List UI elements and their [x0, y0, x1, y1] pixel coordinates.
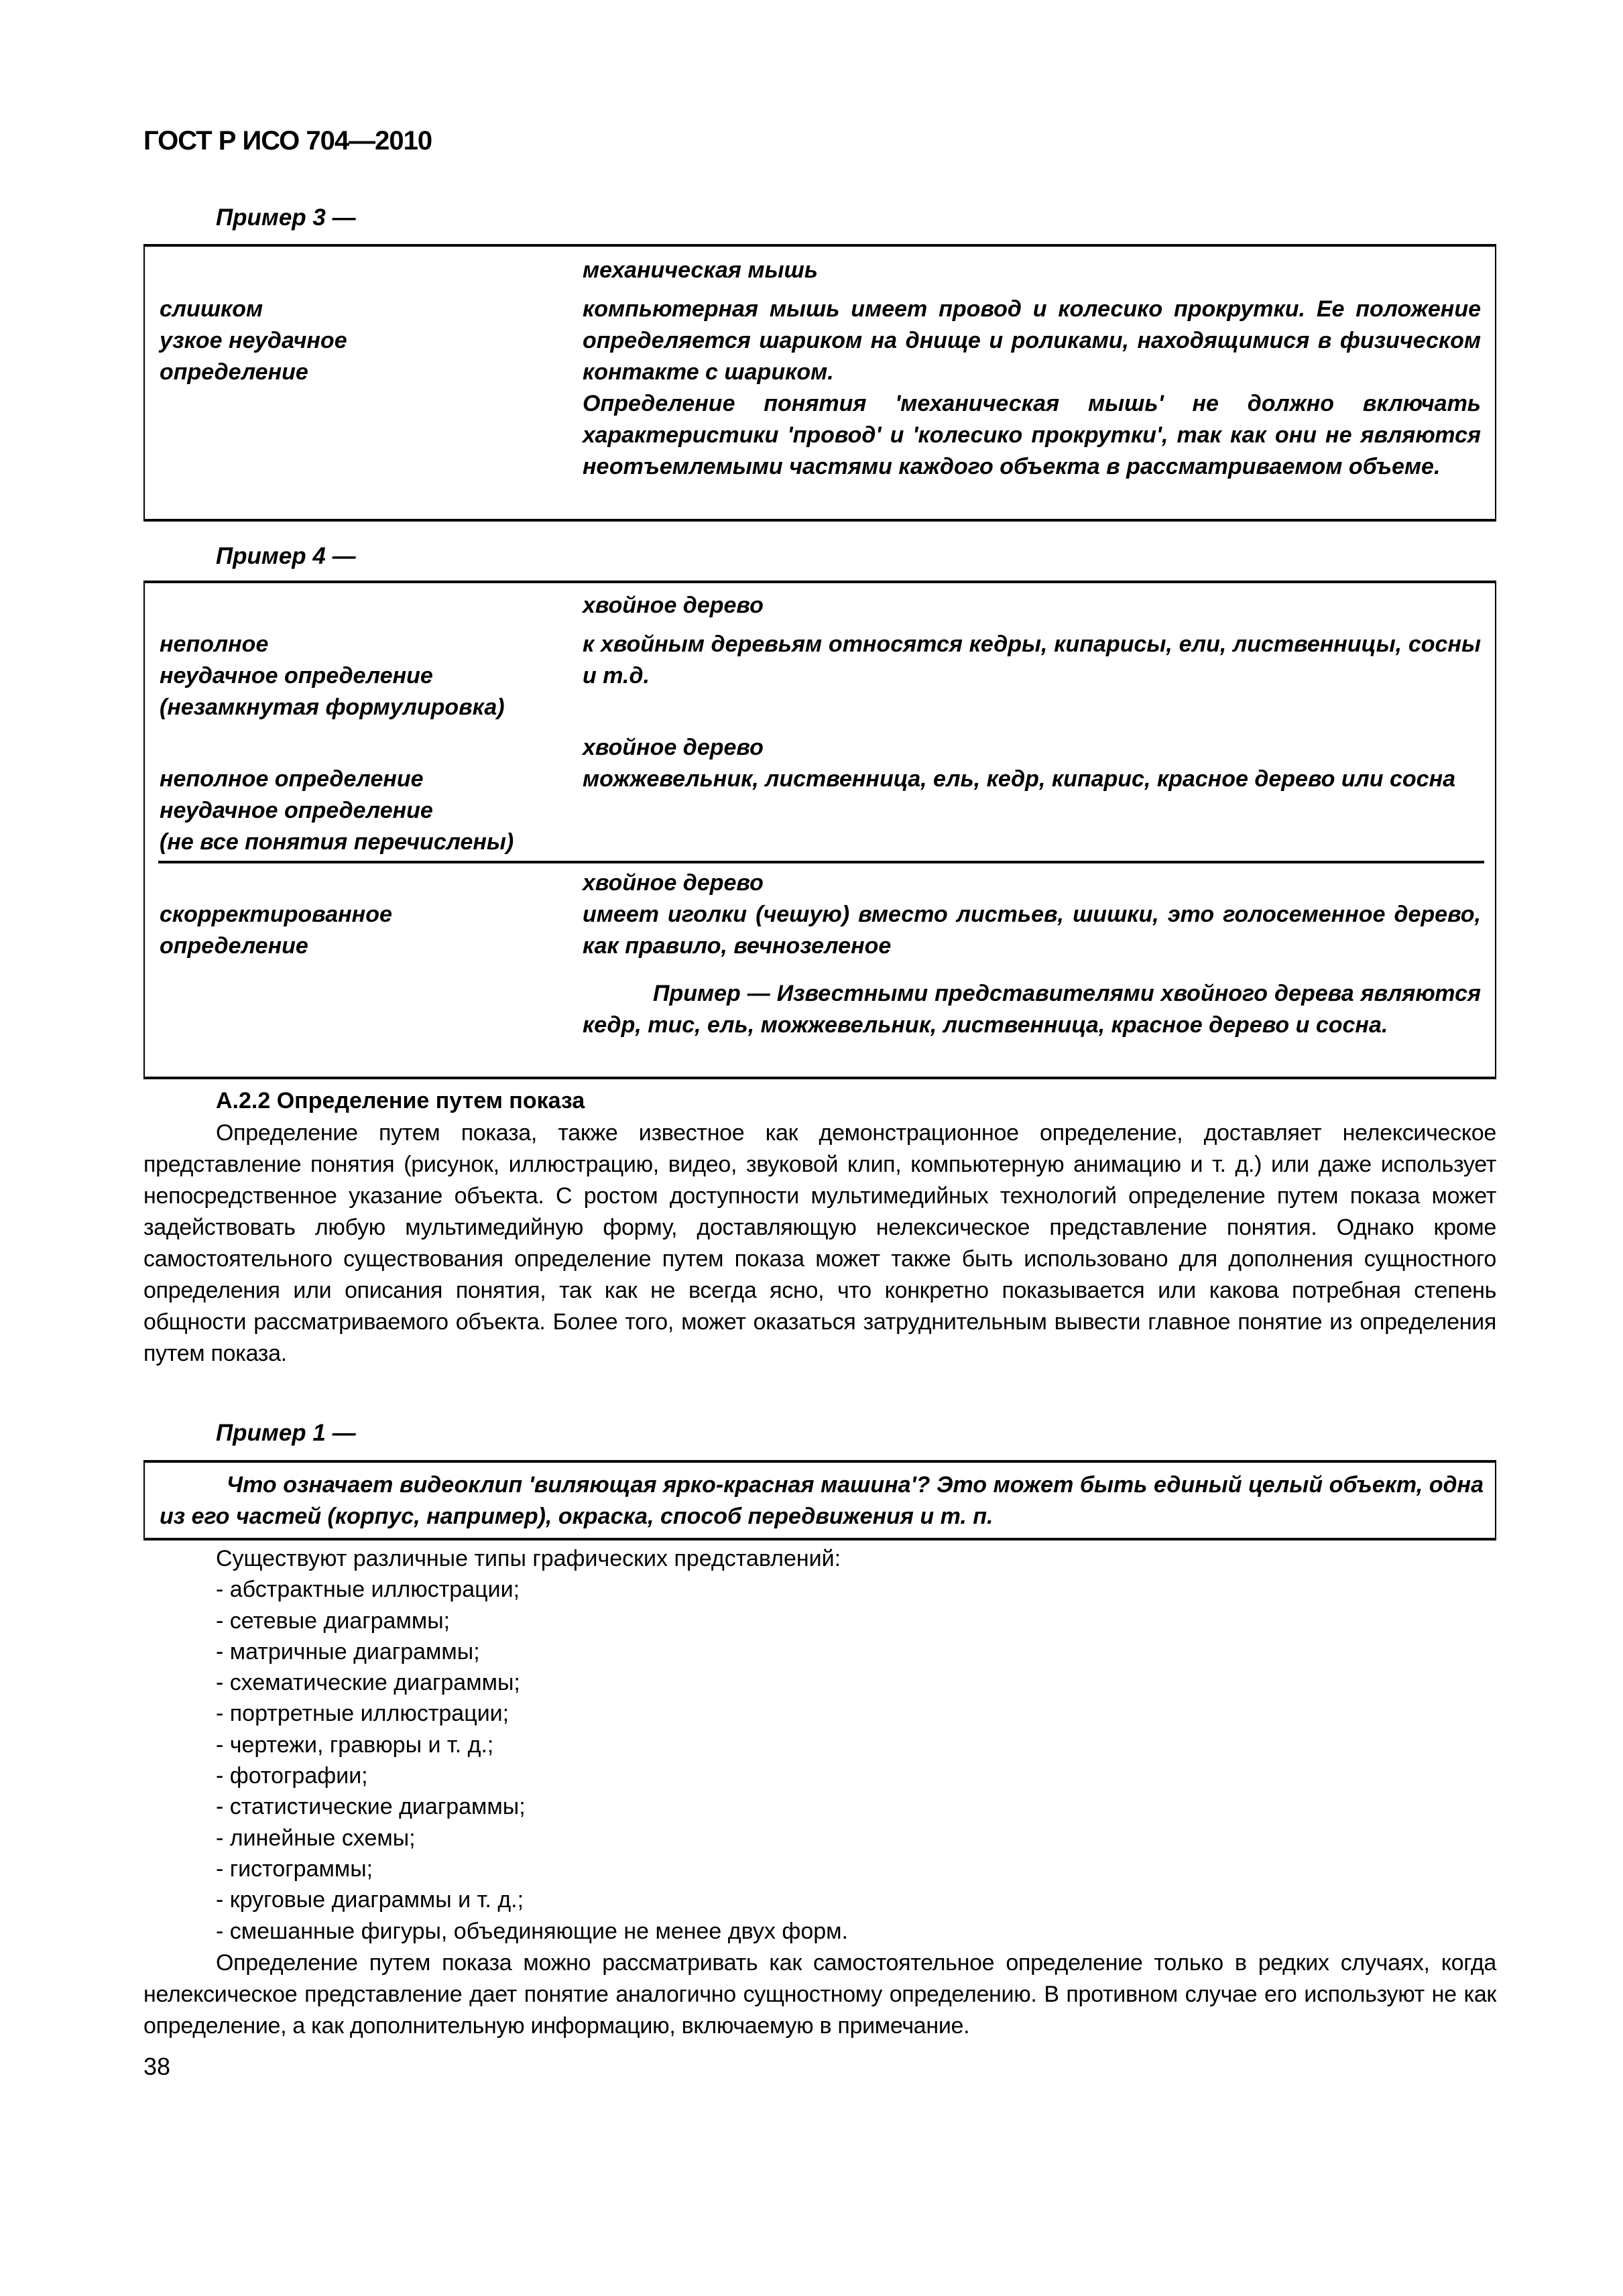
classification-line: узкое неудачное [160, 328, 347, 353]
list-item: - схематические диаграммы; [216, 1670, 520, 1696]
example-3-term: механическая мышь [583, 257, 818, 283]
example-4-row3-classification [160, 899, 562, 962]
classification-line: определение [160, 933, 308, 959]
example-3-label: Пример 3 — [216, 204, 356, 231]
list-item: - гистограммы; [216, 1856, 373, 1882]
classification-line: неполное [160, 631, 269, 657]
list-item: - статистические диаграммы; [216, 1794, 526, 1820]
list-intro: Существуют различные типы графических представлений: [216, 1546, 841, 1571]
list-item: - круговые диаграммы и т. д.; [216, 1887, 524, 1913]
page-number: 38 [143, 2053, 171, 2080]
example-4-row3-definition: имеет иголки (чешую) вместо листьев, шишки, это голосеменное дерево, как правило, вечнозеленое [583, 902, 1481, 959]
list-item: - линейные схемы; [216, 1825, 416, 1851]
classification-line: определение [160, 359, 308, 385]
example-4-row2-term: хвойное дерево [583, 735, 764, 760]
example-1-label: Пример 1 — [216, 1420, 356, 1446]
classification-line: (не все понятия перечислены) [160, 829, 514, 855]
list-item: - сетевые диаграммы; [216, 1608, 450, 1634]
row-divider [158, 861, 1484, 863]
example-4-row1-term: хвойное дерево [583, 593, 764, 618]
classification-line: слишком [160, 296, 263, 322]
classification-line: неполное определение [160, 766, 424, 792]
example-4-row3-term: хвойное дерево [583, 870, 764, 896]
example-1-box [143, 1460, 1496, 1540]
list-item: - матричные диаграммы; [216, 1638, 480, 1665]
example-4-label: Пример 4 — [216, 543, 356, 569]
example-1-text: Что означает видеоклип 'виляющая ярко-красная машина'? Это может быть единый целый объект, одна из его частей (корпус, например), окраска, способ передвижения и т. п. [160, 1472, 1484, 1529]
example-3-definition: компьютерная мышь имеет провод и колесико прокрутки. Ее положение определяется шариком на днище и роликами, находящимися в физическом контакте с шариком. [583, 296, 1481, 385]
section-paragraph: Определение путем показа, также известное как демонстрационное определение, доставляет нелексическое представление понятия (рисунок, иллюстрацию, видео, звуковой клип, компьютерную анимацию и т. д.) или даже использует непосредственное указание объекта. С ростом доступности мультимедийных технологий определение путем показа может задействовать любую мультимедийную форму, доставляющую нелексическое представление понятия. Однако кроме самостоятельного существования определение путем показа может также быть использовано для дополнения сущностного определения или описания понятия, так как не всегда ясно, что конкретно показывается или какова потребная степень общности рассматриваемого объекта. Более того, может оказаться затруднительным вывести главное понятие из определения путем показа. [143, 1120, 1496, 1366]
example-3-box [143, 244, 1496, 522]
example-4-row2-definition: можжевельник, лиственница, ель, кедр, кипарис, красное дерево или сосна [583, 766, 1456, 792]
list-item: - абстрактные иллюстрации; [216, 1577, 520, 1603]
classification-line: скорректированное [160, 902, 392, 927]
example-4-row1-definition: к хвойным деревьям относятся кедры, кипарисы, ели, лиственницы, сосны и т.д. [583, 631, 1481, 688]
closing-paragraph: Определение путем показа можно рассматривать как самостоятельное определение только в редких случаях, когда нелексическое представление дает понятие аналогично сущностному определению. В противном случае его используют не как определение, а как дополнительную информацию, включаемую в примечание. [143, 1950, 1496, 2039]
example-3-comment: Определение понятия 'механическая мышь' не должно включать характеристики 'провод' и 'колесико прокрутки', так как они не являются неотъемлемыми частями каждого объекта в рассматриваемом объеме. [583, 391, 1481, 479]
example-4-row3-note: Пример — Известными представителями хвойного дерева являются кедр, тис, ель, можжевельник, лиственница, красное дерево и сосна. [583, 981, 1481, 1038]
example-4-box [143, 581, 1496, 1079]
document-header: ГОСТ Р ИСО 704—2010 [143, 126, 432, 156]
list-item: - фотографии; [216, 1763, 368, 1789]
example-3-classification [160, 294, 562, 388]
list-item: - смешанные фигуры, объединяющие не менее двух форм. [216, 1918, 848, 1944]
section-title: А.2.2 Определение путем показа [216, 1088, 585, 1113]
example-4-row1-classification [160, 629, 562, 723]
classification-line: неудачное определение [160, 663, 433, 688]
classification-line: (незамкнутая формулировка) [160, 694, 505, 720]
list-item: - портретные иллюстрации; [216, 1701, 509, 1727]
classification-line: неудачное определение [160, 798, 433, 823]
example-4-row2-classification [160, 764, 562, 858]
graphics-types-list [216, 1543, 848, 1947]
list-item: - чертежи, гравюры и т. д.; [216, 1732, 494, 1758]
